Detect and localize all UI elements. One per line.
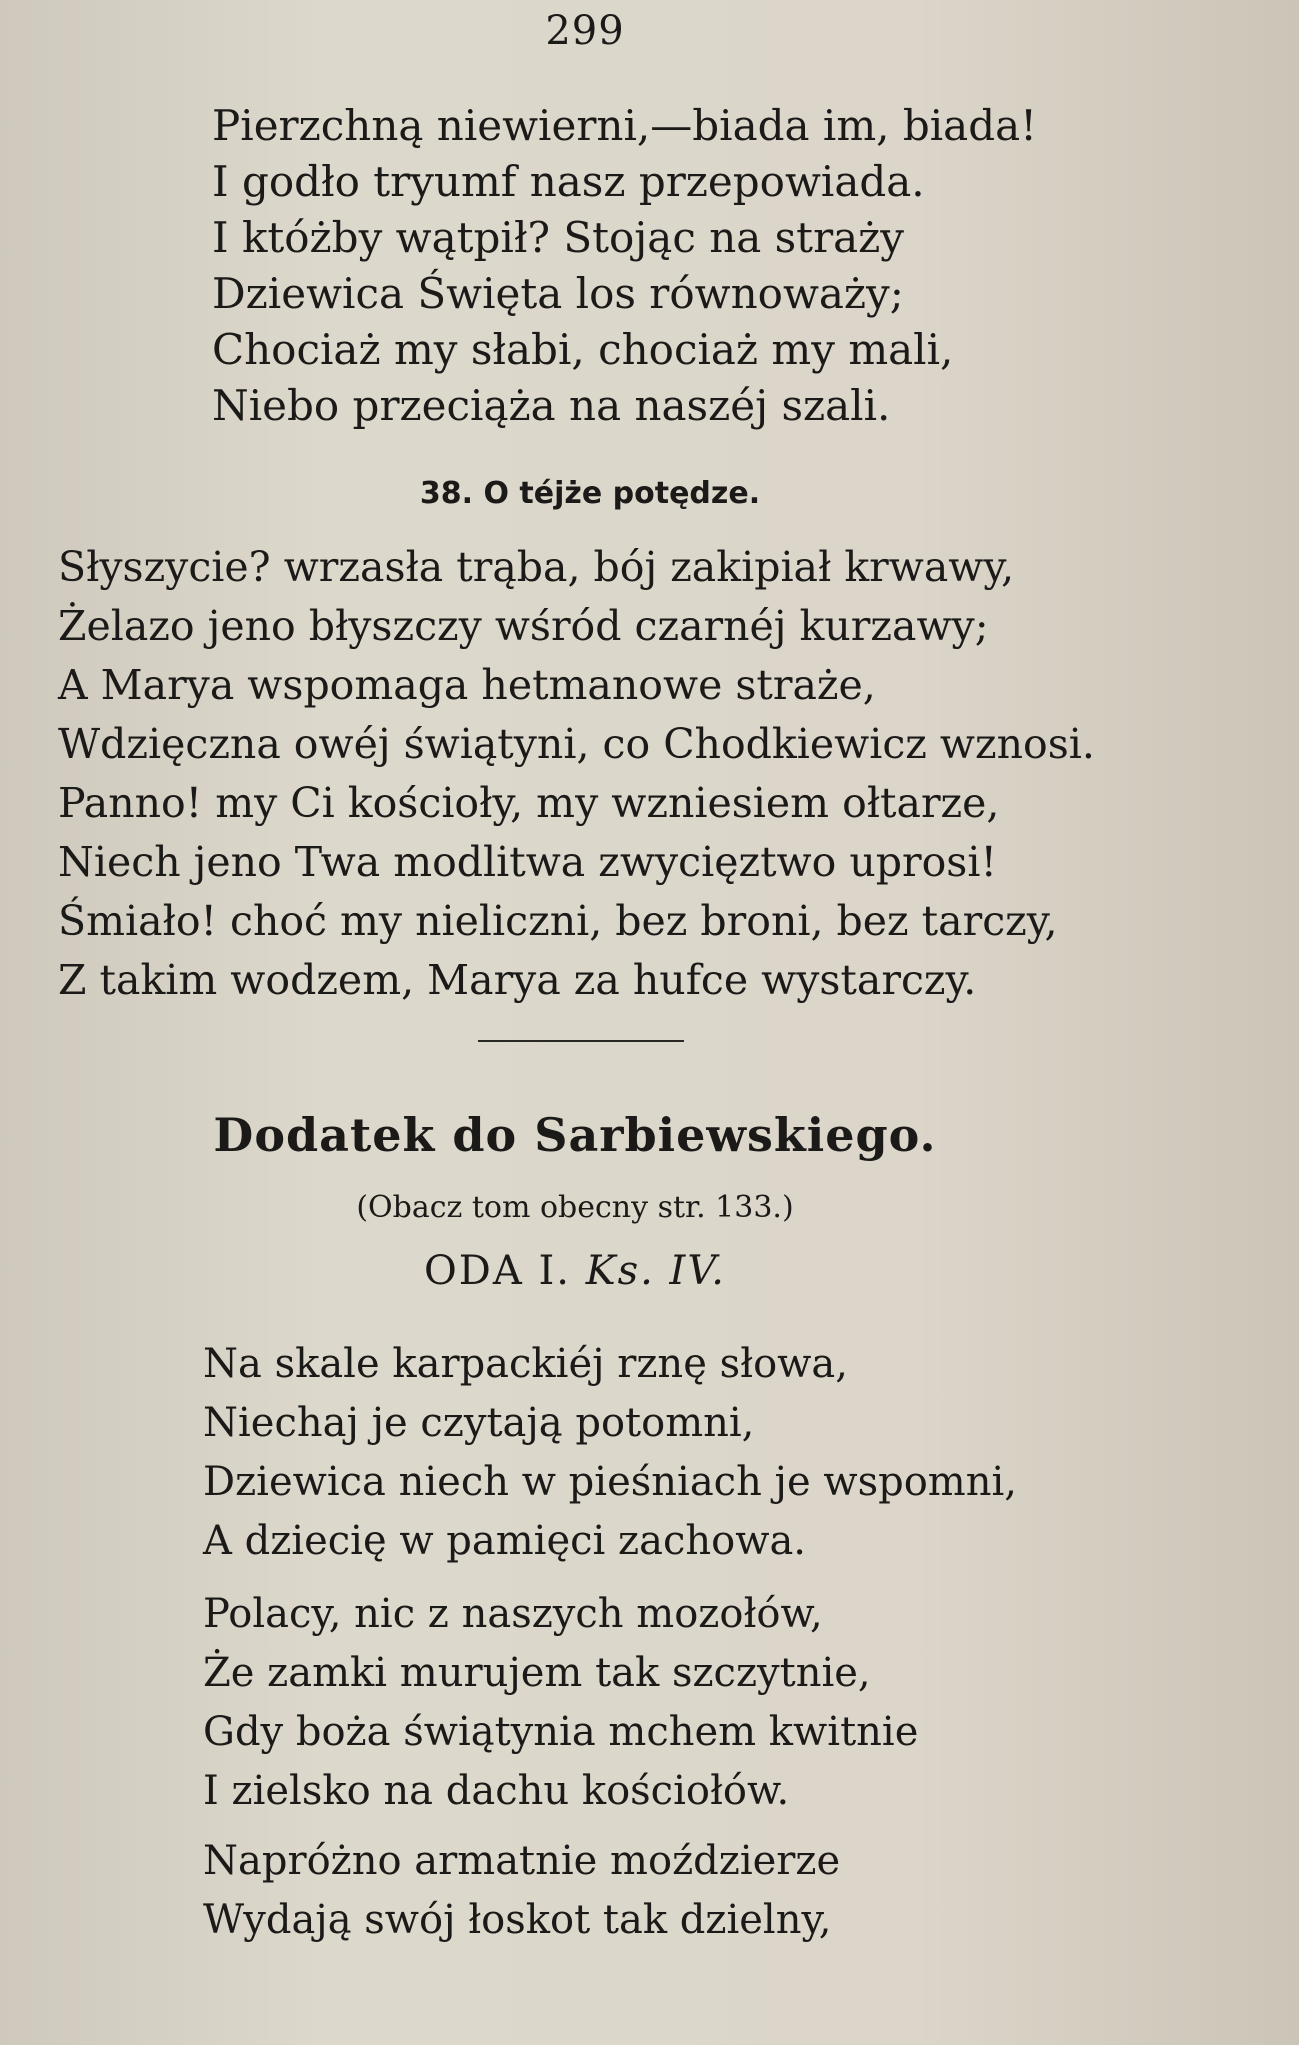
verse-line: Śmiało! choć my nieliczni, bez broni, bez tarczy, xyxy=(58,897,1058,945)
verse-line: I któżby wątpił? Stojąc na straży xyxy=(212,213,905,262)
verse-line: Słyszycie? wrzasła trąba, bój zakipiał krwawy, xyxy=(58,543,1015,591)
verse-line: Dziewica Święta los równoważy; xyxy=(212,269,904,318)
verse-line: Pierzchną niewierni,—biada im, biada! xyxy=(212,101,1038,150)
verse-line: A dziecię w pamięci zachowa. xyxy=(203,1518,807,1564)
section-divider xyxy=(478,1040,684,1042)
chapter-subtitle: (Obacz tom obecny str. 133.) xyxy=(356,1190,794,1225)
verse-line: Niech jeno Twa modlitwa zwycięztwo uprosi! xyxy=(58,838,997,886)
chapter-title: Dodatek do Sarbiewskiego. xyxy=(213,1108,937,1162)
ode-title-prefix: ODA I. xyxy=(424,1248,571,1294)
verse-line: Że zamki murujem tak szczytnie, xyxy=(203,1650,871,1696)
verse-line: Napróżno armatnie moździerze xyxy=(203,1838,841,1884)
verse-line: Niebo przeciąża na naszéj szali. xyxy=(212,381,891,430)
poem-stanza-3 xyxy=(203,1335,1017,1571)
page-number: 299 xyxy=(545,8,625,54)
ode-title xyxy=(0,1248,1150,1294)
verse-line: Wydają swój łoskot tak dzielny, xyxy=(203,1897,832,1943)
verse-line: I godło tryumf nasz przepowiada. xyxy=(212,157,925,206)
verse-line: Polacy, nic z naszych mozołów, xyxy=(203,1591,823,1637)
verse-line: Z takim wodzem, Marya za hufce wystarczy. xyxy=(58,956,977,1004)
verse-line: Dziewica niech w pieśniach je wspomni, xyxy=(203,1459,1017,1505)
verse-line: Panno! my Ci kościoły, my wzniesiem ołtarze, xyxy=(58,779,1000,827)
verse-line: A Marya wspomaga hetmanowe straże, xyxy=(58,661,876,709)
poem-stanza-2 xyxy=(58,538,1095,1010)
verse-line: Żelazo jeno błyszczy wśród czarnéj kurzawy; xyxy=(58,602,989,650)
verse-line: Niechaj je czytają potomni, xyxy=(203,1400,755,1446)
ode-title-book: Ks. IV. xyxy=(585,1248,726,1294)
verse-line: I zielsko na dachu kościołów. xyxy=(203,1768,790,1814)
verse-line: Na skale karpackiéj rznę słowa, xyxy=(203,1341,848,1387)
poem-stanza-4 xyxy=(203,1585,918,1821)
poem-stanza-5 xyxy=(203,1832,840,1950)
verse-line: Wdzięczna owéj świątyni, co Chodkiewicz wznosi. xyxy=(58,720,1095,768)
section-heading-38: 38. O téjże potędze. xyxy=(419,476,761,511)
poem-stanza-1 xyxy=(212,98,1037,434)
verse-line: Chociaż my słabi, chociaż my mali, xyxy=(212,325,954,374)
verse-line: Gdy boża świątynia mchem kwitnie xyxy=(203,1709,919,1755)
